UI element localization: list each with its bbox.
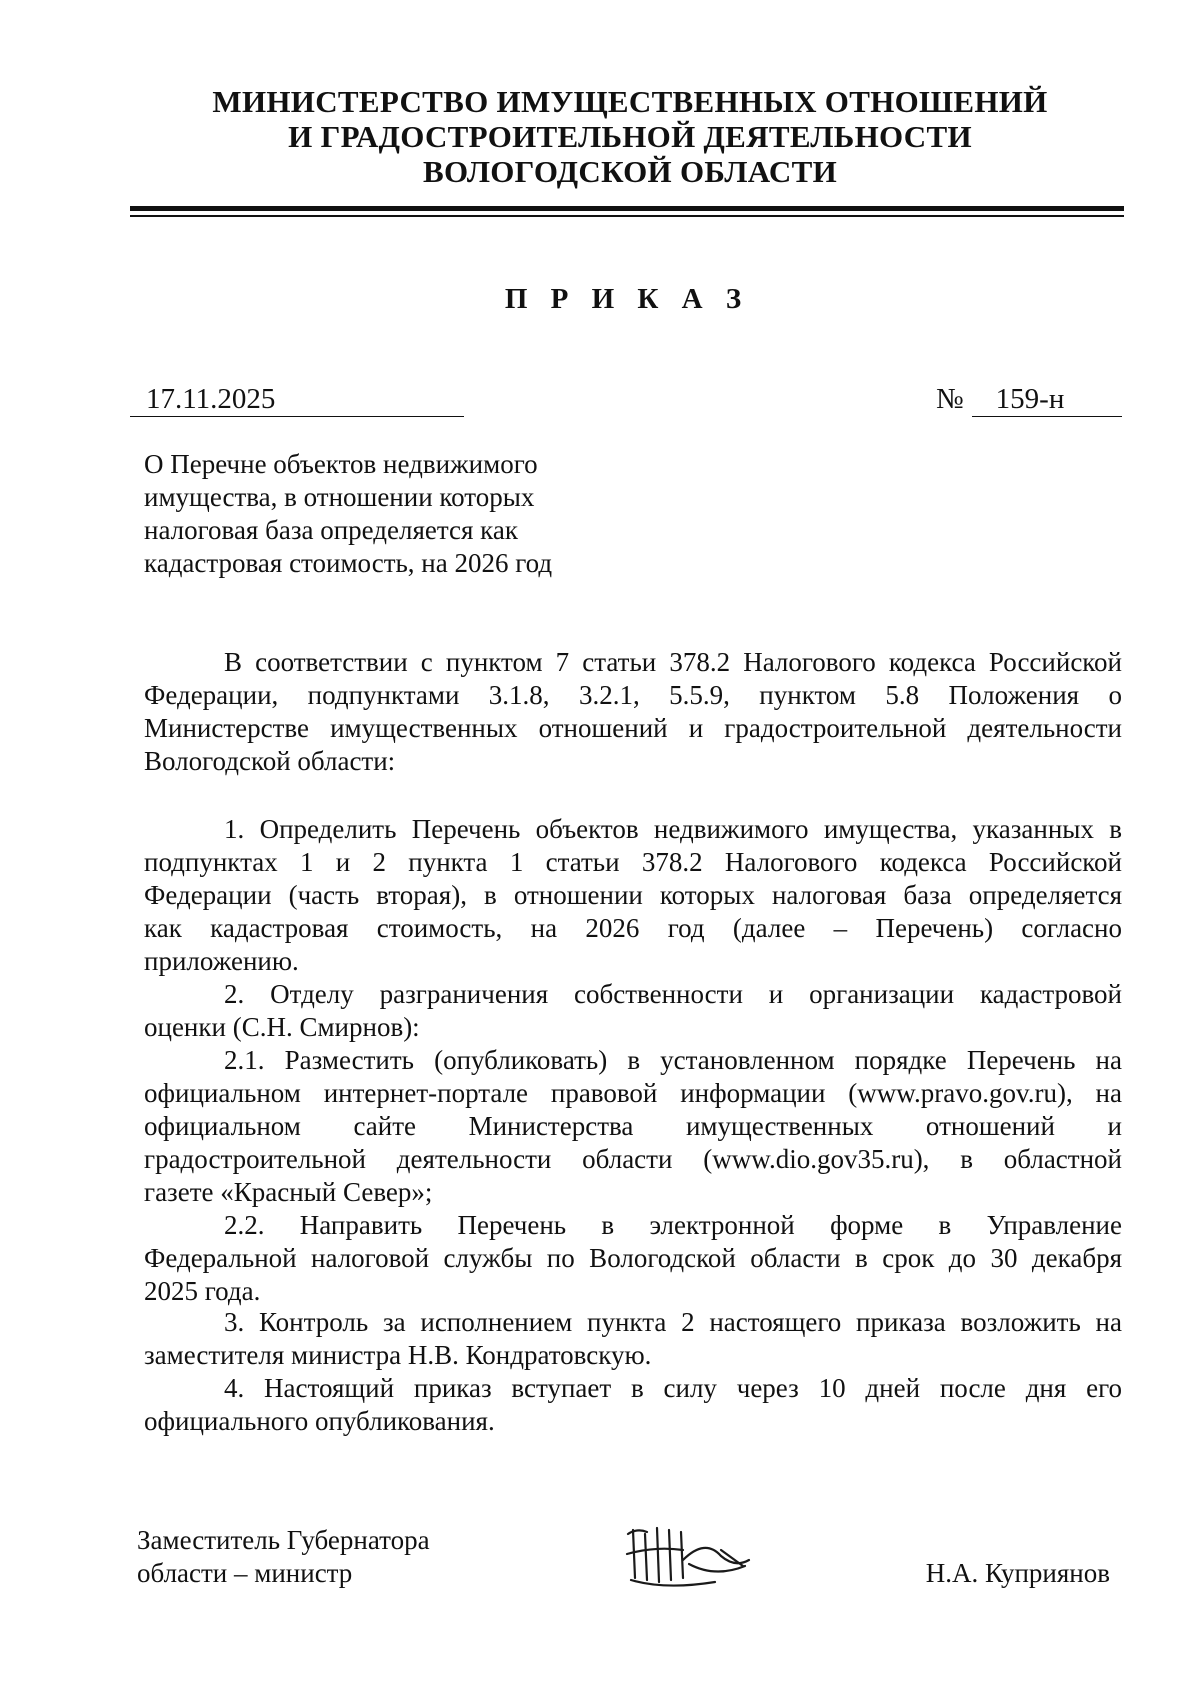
subject-line: налоговая база определяется как (144, 515, 518, 545)
body-line: 2025 года. (144, 1276, 261, 1306)
body-line: Федерации, подпунктами 3.1.8, 3.2.1, 5.5.9, пунктом 5.8 Положения о (144, 680, 1122, 710)
item-1-paragraph (144, 813, 1122, 978)
body-line: 4. Настоящий приказ вступает в силу через 10 дней после дня его (224, 1373, 1122, 1403)
item-2-2-paragraph (144, 1209, 1122, 1308)
body-line: 2. Отделу разграничения собственности и организации кадастровой (224, 979, 1122, 1009)
header-rule-thick (130, 206, 1124, 211)
body-line: градостроительной деятельности области (www.dio.gov35.ru), в областной (144, 1144, 1122, 1174)
subject-line: имущества, в отношении которых (144, 482, 535, 512)
document-type-title: П Р И К А З (504, 283, 750, 315)
body-line: как кадастровая стоимость, на 2026 год (далее – Перечень) согласно (144, 913, 1122, 943)
item-2-paragraph (144, 978, 1122, 1044)
document-number: 159-н (972, 382, 1122, 417)
body-line: подпунктах 1 и 2 пункта 1 статьи 378.2 Налогового кодекса Российской (144, 847, 1122, 877)
signer-position-line: области – министр (137, 1558, 353, 1588)
subject-line: кадастровая стоимость, на 2026 год (144, 548, 553, 578)
item-4-paragraph (144, 1372, 1122, 1438)
document-date: 17.11.2025 (130, 382, 464, 417)
ministry-line-1: МИНИСТЕРСТВО ИМУЩЕСТВЕННЫХ ОТНОШЕНИЙ (212, 84, 1048, 119)
document-subject (144, 448, 594, 580)
body-line: официального опубликования. (144, 1406, 495, 1436)
body-line: Федерации (часть вторая), в отношении которых налоговая база определяется (144, 880, 1122, 910)
signer-position (137, 1524, 430, 1590)
body-line: официальном сайте Министерства имущественных отношений и (144, 1111, 1122, 1141)
ministry-line-2: И ГРАДОСТРОИТЕЛЬНОЙ ДЕЯТЕЛЬНОСТИ (288, 119, 972, 154)
signer-name: Н.А. Куприянов (925, 1558, 1110, 1588)
document-number-field (936, 382, 1122, 417)
body-line: 3. Контроль за исполнением пункта 2 настоящего приказа возложить на (224, 1307, 1122, 1337)
body-line: 1. Определить Перечень объектов недвижимого имущества, указанных в (224, 814, 1122, 844)
body-line: Федеральной налоговой службы по Вологодской области в срок до 30 декабря (144, 1243, 1122, 1273)
body-line: заместителя министра Н.В. Кондратовскую. (144, 1340, 652, 1370)
item-2-1-paragraph (144, 1044, 1122, 1209)
ministry-header (130, 84, 1130, 189)
body-line: В соответствии с пунктом 7 статьи 378.2 Налогового кодекса Российской (224, 647, 1122, 677)
header-rule-thin (130, 215, 1124, 217)
body-line: Вологодской области: (144, 746, 396, 776)
signer-position-line: Заместитель Губернатора (137, 1525, 430, 1555)
body-line: 2.1. Разместить (опубликовать) в установленном порядке Перечень на (224, 1045, 1122, 1075)
subject-line: О Перечне объектов недвижимого (144, 449, 538, 479)
number-label: № (936, 383, 964, 415)
body-line: Министерстве имущественных отношений и градостроительной деятельности (144, 713, 1122, 743)
item-3-paragraph (144, 1306, 1122, 1372)
handwritten-signature (625, 1520, 755, 1600)
body-line: 2.2. Направить Перечень в электронной форме в Управление (224, 1210, 1122, 1240)
body-line: оценки (С.Н. Смирнов): (144, 1012, 420, 1042)
body-line: официальном интернет-портале правовой информации (www.pravo.gov.ru), на (144, 1078, 1122, 1108)
body-line: газете «Красный Север»; (144, 1177, 433, 1207)
body-line: приложению. (144, 946, 299, 976)
preamble-paragraph (144, 646, 1122, 778)
ministry-line-3: ВОЛОГОДСКОЙ ОБЛАСТИ (422, 154, 838, 189)
